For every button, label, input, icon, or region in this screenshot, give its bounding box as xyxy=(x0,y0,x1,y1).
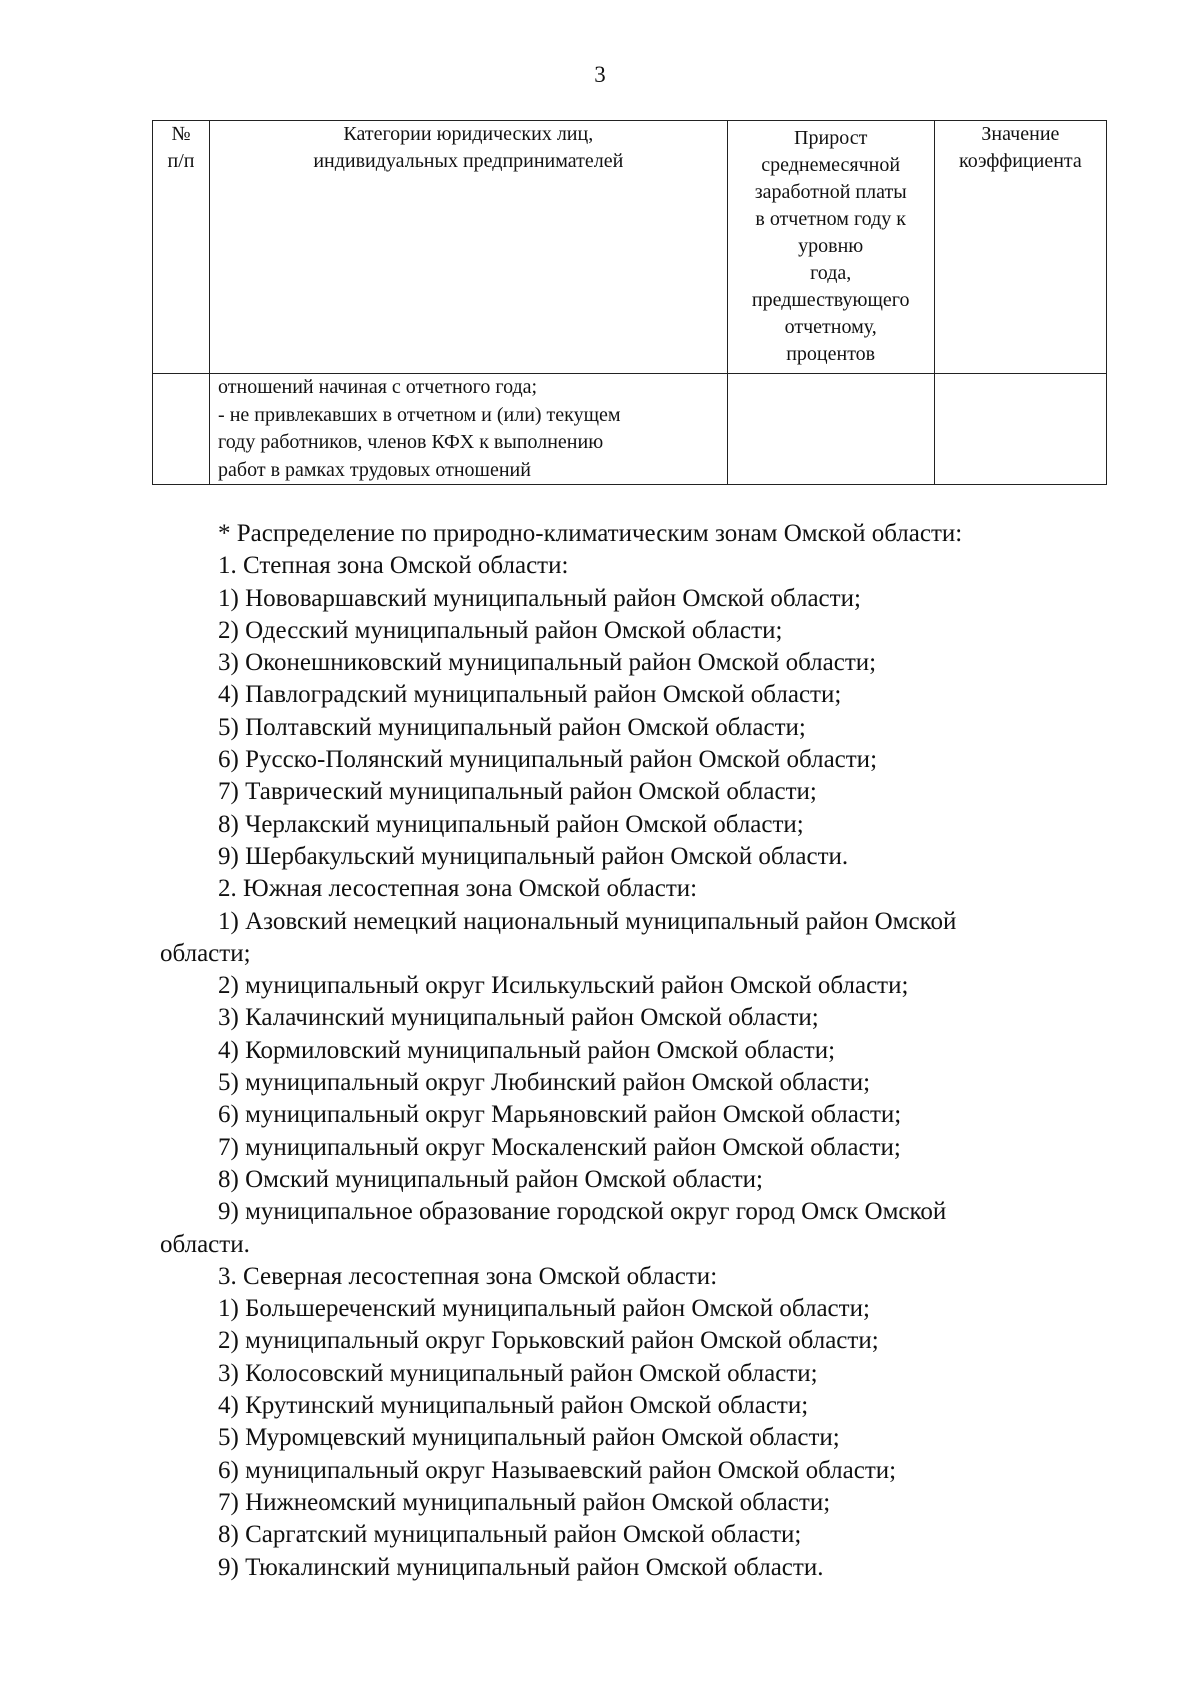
footnote-line: 5) Муромцевский муниципальный район Омской области; xyxy=(218,1424,840,1452)
footnote-line: 5) Полтавский муниципальный район Омской области; xyxy=(218,713,806,741)
header-growth-line: заработной платы xyxy=(754,181,907,203)
coefficient-table xyxy=(152,120,1107,485)
footnote-line: 6) муниципальный округ Марьяновский район Омской области; xyxy=(218,1101,902,1129)
header-growth-line: года, xyxy=(810,262,852,284)
footnote-line: 3) Колосовский муниципальный район Омской области; xyxy=(218,1359,818,1387)
header-coefficient xyxy=(934,121,1106,374)
footnote-line: 7) муниципальный округ Москаленский район Омской области; xyxy=(218,1133,901,1161)
footnote-line: 4) Павлоградский муниципальный район Омской области; xyxy=(218,681,842,709)
footnote-line: 2) Одесский муниципальный район Омской области; xyxy=(218,616,783,644)
footnote-line: 8) Черлакский муниципальный район Омской области; xyxy=(218,810,804,838)
table-header-row xyxy=(153,121,1107,374)
footnote-line: 7) Нижнеомский муниципальный район Омской области; xyxy=(218,1488,831,1516)
footnote-line: области. xyxy=(160,1230,250,1258)
footnote-line: 9) Тюкалинский муниципальный район Омской области. xyxy=(218,1553,824,1581)
header-growth-line: процентов xyxy=(786,343,876,365)
footnote-line: 2. Южная лесостепная зона Омской области: xyxy=(218,875,698,903)
footnote-line: 8) Саргатский муниципальный район Омской области; xyxy=(218,1521,802,1549)
header-category xyxy=(210,121,728,374)
footnote-line: 9) муниципальное образование городской округ город Омск Омской xyxy=(218,1198,947,1226)
footnote-line: 9) Шербакульский муниципальный район Омской области. xyxy=(218,842,849,870)
footnote-line: 1) Нововаршавский муниципальный район Омской области; xyxy=(218,584,861,612)
header-num-line: № xyxy=(171,123,191,145)
header-coefficient-line: Значение xyxy=(981,123,1060,145)
header-category-line: Категории юридических лиц, xyxy=(343,123,594,145)
header-coefficient-line: коэффициента xyxy=(959,150,1082,172)
zone-distribution-footnote xyxy=(160,518,1105,1584)
footnote-line: 1. Степная зона Омской области: xyxy=(218,552,569,580)
header-growth-line: предшествующего xyxy=(751,289,910,311)
header-growth-line: в отчетном году к xyxy=(755,208,906,230)
row-growth-cell xyxy=(727,374,934,485)
footnote-line: 6) муниципальный округ Называевский район Омской области; xyxy=(218,1456,897,1484)
header-num-line: п/п xyxy=(167,150,195,172)
category-text-line: отношений начиная с отчетного года; xyxy=(218,376,538,398)
row-num-cell xyxy=(153,374,210,485)
row-coefficient-cell xyxy=(934,374,1106,485)
footnote-line: 2) муниципальный округ Горьковский район Омской области; xyxy=(218,1327,879,1355)
footnote-line: 3) Оконешниковский муниципальный район Омской области; xyxy=(218,649,877,677)
footnote-line: 1) Большереченский муниципальный район Омской области; xyxy=(218,1295,870,1323)
table-row xyxy=(153,374,1107,485)
footnote-line: области; xyxy=(160,939,251,967)
category-text-line: году работников, членов КФХ к выполнению xyxy=(218,431,604,453)
footnote-line: 4) Крутинский муниципальный район Омской области; xyxy=(218,1392,809,1420)
footnote-line: 6) Русско-Полянский муниципальный район Омской области; xyxy=(218,746,878,774)
page-number: 3 xyxy=(594,62,606,87)
footnote-line: 5) муниципальный округ Любинский район Омской области; xyxy=(218,1069,871,1097)
header-growth xyxy=(727,121,934,374)
header-growth-line: отчетному, xyxy=(784,316,877,338)
row-category-cell xyxy=(210,374,728,485)
footnote-line: 7) Таврический муниципальный район Омской области; xyxy=(218,778,817,806)
footnote-line: * Распределение по природно-климатическим зонам Омской области: xyxy=(218,520,963,547)
header-num xyxy=(153,121,210,374)
footnote-line: 8) Омский муниципальный район Омской области; xyxy=(218,1165,764,1193)
footnote-line: 1) Азовский немецкий национальный муниципальный район Омской xyxy=(218,907,957,935)
header-growth-line: Прирост xyxy=(794,127,868,149)
header-growth-line: среднемесячной xyxy=(761,154,901,176)
footnote-line: 4) Кормиловский муниципальный район Омской области; xyxy=(218,1036,836,1064)
footnote-line: 3) Калачинский муниципальный район Омской области; xyxy=(218,1004,819,1032)
category-text-line: - не привлекавших в отчетном и (или) текущем xyxy=(218,403,621,426)
header-category-line: индивидуальных предпринимателей xyxy=(313,150,624,172)
category-text-line: работ в рамках трудовых отношений xyxy=(218,458,531,481)
footnote-line: 2) муниципальный округ Исилькульский район Омской области; xyxy=(218,972,909,1000)
footnote-line: 3. Северная лесостепная зона Омской области: xyxy=(218,1262,718,1290)
header-growth-line: уровню xyxy=(798,235,864,257)
